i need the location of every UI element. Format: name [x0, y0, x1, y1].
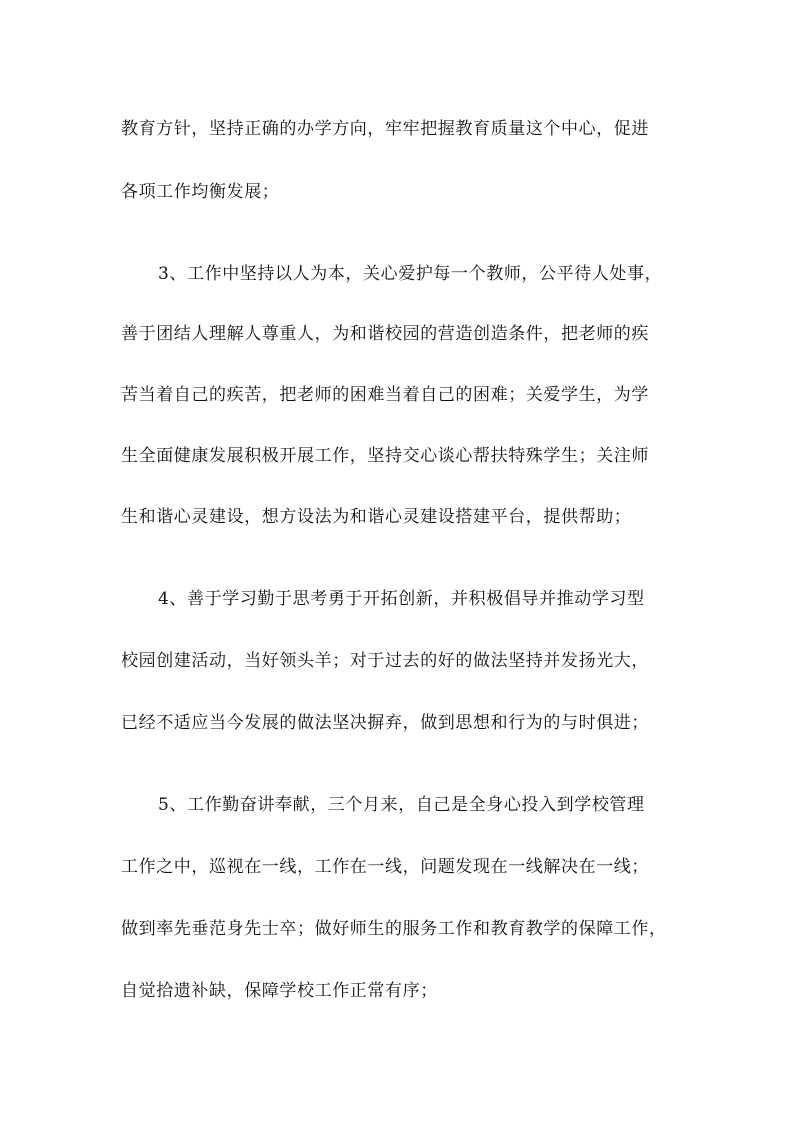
paragraph-line: 3、工作中坚持以人为本，关心爱护每一个教师，公平待人处事，: [158, 264, 663, 284]
paragraph-line: 善于团结人理解人尊重人，为和谐校园的营造创造条件，把老师的疾: [121, 324, 649, 344]
paragraph-line: 5、工作勤奋讲奉献，三个月来，自己是全身心投入到学校管理: [158, 795, 645, 815]
paragraph-line: 已经不适应当今发展的做法坚决摒弃，做到思想和行为的与时俱进；: [121, 713, 649, 733]
paragraph-line: 生全面健康发展积极开展工作，坚持交心谈心帮扶特殊学生；关注师: [121, 446, 649, 466]
paragraph-line: 各项工作均衡发展；: [121, 182, 280, 202]
paragraph-line: 教育方针，坚持正确的办学方向，牢牢把握教育质量这个中心，促进: [121, 119, 649, 139]
paragraph-line: 生和谐心灵建设，想方设法为和谐心灵建设搭建平台，提供帮助；: [121, 507, 632, 527]
paragraph-line: 做到率先垂范身先士卒；做好师生的服务工作和教育教学的保障工作，: [121, 919, 667, 939]
paragraph-line: 校园创建活动，当好领头羊；对于过去的好的做法坚持并发扬光大，: [121, 651, 649, 671]
paragraph-line: 自觉拾遗补缺，保障学校工作正常有序；: [121, 981, 438, 1001]
paragraph-line: 工作之中，巡视在一线，工作在一线，问题发现在一线解决在一线；: [121, 857, 649, 877]
paragraph-line: 4、善于学习勤于思考勇于开拓创新，并积极倡导并推动学习型: [158, 589, 645, 609]
paragraph-line: 苦当着自己的疾苦，把老师的困难当着自己的困难；关爱学生，为学: [121, 385, 649, 405]
